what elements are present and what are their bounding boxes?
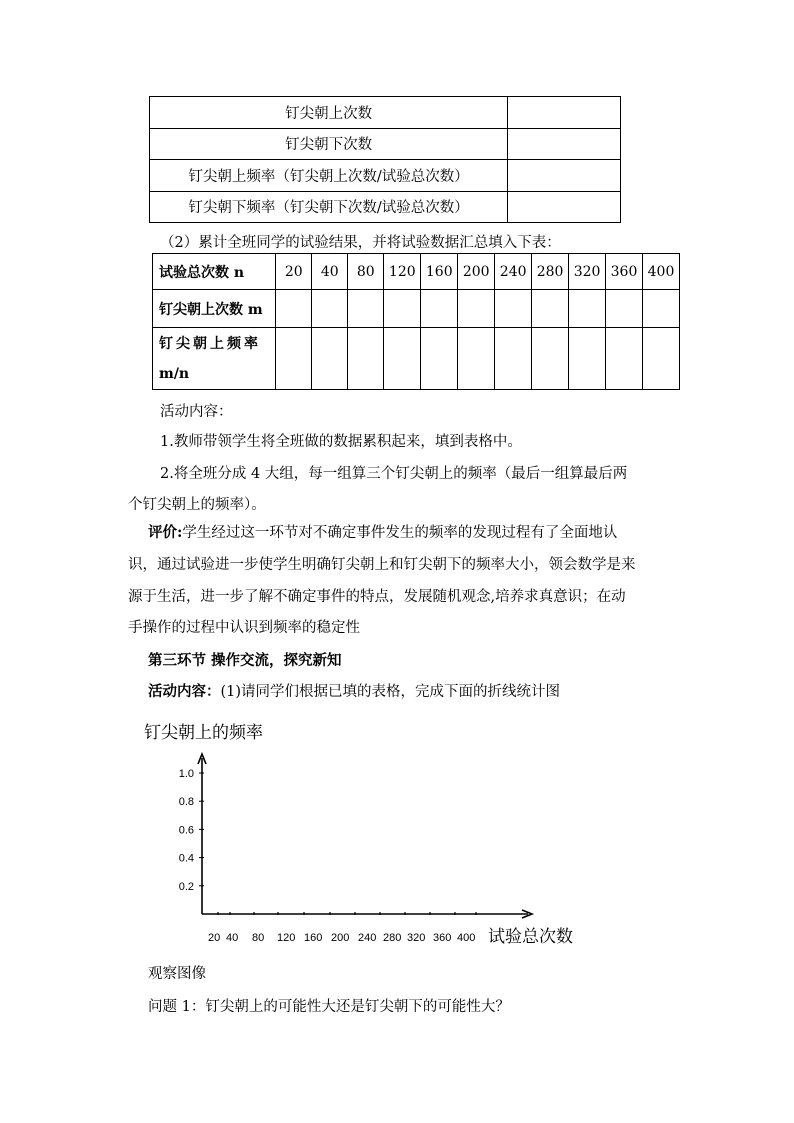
table-cell-empty[interactable]: [508, 128, 621, 160]
y-tick-label: 1.0: [178, 768, 194, 780]
table-cell-empty[interactable]: [458, 328, 495, 390]
evaluation-line-2: 识，通过试验进一步使学生明确钉尖朝上和钉尖朝下的频率大小，领会数学是来: [128, 557, 636, 573]
y-axis-title: 钉尖朝上的频率: [144, 723, 263, 743]
activity-2-label: 活动内容：: [148, 683, 221, 700]
table-cell-empty[interactable]: [348, 328, 384, 390]
item-2-cont: 个钉尖朝上的频率）。: [128, 497, 266, 513]
x-ticks: [208, 912, 476, 944]
x-axis-title: 试验总次数: [488, 927, 573, 947]
table-cell-empty[interactable]: [508, 160, 621, 192]
table-cell-empty[interactable]: [606, 290, 643, 328]
question-1: 问题 1：钉尖朝上的可能性大还是钉尖朝下的可能性大？: [148, 999, 510, 1015]
result-table-class: [152, 253, 680, 390]
x-tick-label: 80: [252, 932, 265, 944]
x-tick-label: 320: [407, 932, 426, 944]
table-cell-n: 400: [642, 254, 679, 290]
table-cell-n: 360: [606, 254, 643, 290]
table-cell-n: 240: [495, 254, 532, 290]
table-cell-empty[interactable]: [532, 328, 569, 390]
chart-axes: [198, 754, 532, 918]
x-tick-label: 400: [457, 932, 476, 944]
table-cell-n: 280: [532, 254, 569, 290]
header-text: 钉尖朝上频率: [159, 335, 261, 352]
evaluation-label: 评价:: [148, 524, 183, 541]
table-cell-empty[interactable]: [276, 328, 312, 390]
table-cell-n: 20: [276, 254, 312, 290]
table-header-up-count: 钉尖朝上次数 m: [153, 290, 276, 328]
table-cell-n: 200: [458, 254, 495, 290]
x-tick-label: 120: [277, 932, 296, 944]
evaluation-line-3: 源于生活，进一步了解不确定事件的特点，发展随机观念,培养求真意识；在动: [128, 589, 626, 605]
activity-label: 活动内容：: [160, 404, 233, 420]
table-cell-empty[interactable]: [508, 97, 621, 129]
y-tick-label: 0.2: [178, 880, 194, 893]
x-tick-label: 240: [358, 932, 377, 944]
table-cell-empty[interactable]: [276, 290, 312, 328]
observe-heading: 观察图像: [148, 966, 206, 982]
table-cell-n: 160: [421, 254, 458, 290]
table-header-total: 试验总次数 n: [153, 254, 276, 290]
y-tick-label: 0.4: [178, 852, 194, 865]
item-2: 2.将全班分成 4 大组，每一组算三个钉尖朝上的频率（最后一组算最后两: [160, 466, 628, 482]
y-tick-label: 0.6: [178, 824, 194, 837]
x-tick-label: 360: [433, 932, 452, 944]
x-tick-label: 280: [383, 932, 402, 944]
table-cell-empty[interactable]: [458, 290, 495, 328]
table-cell-empty[interactable]: [642, 290, 679, 328]
table-cell-n: 320: [569, 254, 606, 290]
x-tick-label: 200: [331, 932, 350, 944]
activity-2-line: [148, 680, 560, 701]
table-row-label: 钉尖朝下频率（钉尖朝下次数/试验总次数）: [150, 191, 508, 223]
table-cell-empty[interactable]: [312, 328, 348, 390]
table-cell-n: 120: [384, 254, 421, 290]
activity-2-text: (1)请同学们根据已填的表格，完成下面的折线统计图: [220, 684, 561, 700]
x-tick-label: 20: [208, 932, 221, 944]
x-tick-label: 40: [226, 932, 239, 944]
table-cell-empty[interactable]: [642, 328, 679, 390]
table-cell-empty[interactable]: [606, 328, 643, 390]
table-row-label: 钉尖朝上次数: [150, 97, 508, 129]
table-cell-empty[interactable]: [384, 328, 421, 390]
table-row-label: 钉尖朝下次数: [150, 128, 508, 160]
y-ticks: [179, 768, 204, 893]
table-cell-empty[interactable]: [348, 290, 384, 328]
table-cell-empty[interactable]: [569, 290, 606, 328]
section-3-heading: 第三环节 操作交流，探究新知: [148, 652, 342, 669]
item-1: 1.教师带领学生将全班做的数据累积起来，填到表格中。: [160, 434, 522, 450]
table-cell-n: 40: [312, 254, 348, 290]
table-cell-empty[interactable]: [421, 290, 458, 328]
line-chart: [140, 712, 600, 952]
table-row-label: 钉尖朝上频率（钉尖朝上次数/试验总次数）: [150, 160, 508, 192]
table-cell-empty[interactable]: [495, 328, 532, 390]
evaluation-text: 学生经过这一环节对不确定事件发生的频率的发现过程有了全面地认: [182, 525, 618, 541]
evaluation-line-4: 手操作的过程中认识到频率的稳定性: [128, 620, 360, 636]
x-tick-label: 160: [304, 932, 323, 944]
table-cell-empty[interactable]: [384, 290, 421, 328]
table-header-up-frequency: [153, 328, 276, 390]
table-cell-n: 80: [348, 254, 384, 290]
step-2-instruction: （2）累计全班同学的试验结果，并将试验数据汇总填入下表：: [160, 235, 561, 251]
table-cell-empty[interactable]: [495, 290, 532, 328]
table-cell-empty[interactable]: [508, 191, 621, 223]
table-cell-empty[interactable]: [532, 290, 569, 328]
table-cell-empty[interactable]: [312, 290, 348, 328]
table-cell-empty[interactable]: [421, 328, 458, 390]
result-table-individual: [149, 96, 621, 223]
evaluation-line-1: [148, 521, 617, 542]
table-cell-empty[interactable]: [569, 328, 606, 390]
y-tick-label: 0.8: [178, 796, 194, 809]
header-text: m/n: [159, 365, 190, 382]
